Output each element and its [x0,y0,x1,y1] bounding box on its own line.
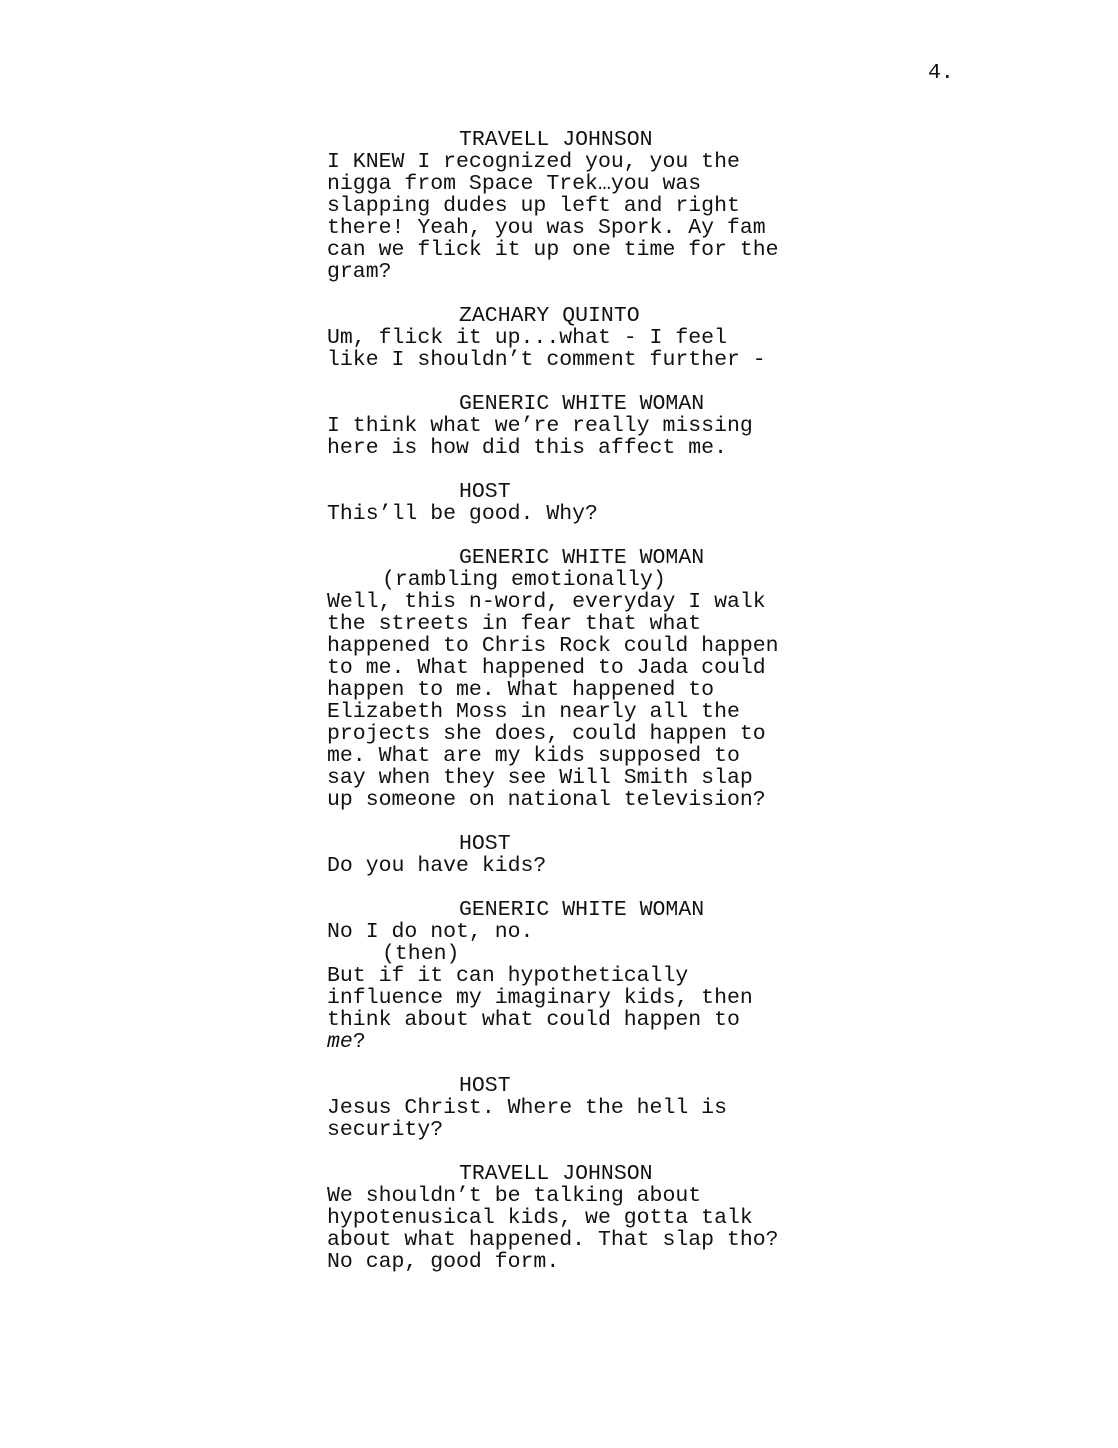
dialogue-block [327,305,807,371]
dialogue-line: Um, flick it up...what - I feel [327,326,727,350]
dialogue-line: Do you have kids? [327,854,547,878]
character-name: ZACHARY QUINTO [459,304,640,328]
parenthetical: (then) [382,942,460,966]
character-name: HOST [459,480,511,504]
dialogue-line: think about what could happen to [327,1008,740,1032]
dialogue-block [327,129,807,283]
dialogue-line: No I do not, no. [327,920,534,944]
dialogue-line: happen to me. What happened to [327,678,715,702]
dialogue-line: projects she does, could happen to [327,722,766,746]
character-name: HOST [459,1074,511,1098]
dialogue-line: here is how did this affect me. [327,436,727,460]
dialogue-line [327,1031,807,1053]
character-name: HOST [459,832,511,856]
character-name: GENERIC WHITE WOMAN [459,546,705,570]
emphasized-word: me [327,1030,353,1054]
dialogue-line: Jesus Christ. Where the hell is [327,1096,727,1120]
screenplay-dialogue [327,129,807,1295]
parenthetical: (rambling emotionally) [382,568,666,592]
dialogue-block [327,1163,807,1273]
dialogue-line: hypotenusical kids, we gotta talk [327,1206,753,1230]
dialogue-block [327,833,807,877]
dialogue-line: can we flick it up one time for the [327,238,779,262]
dialogue-line: nigga from Space Trek…you was [327,172,702,196]
character-name: TRAVELL JOHNSON [459,128,653,152]
dialogue-block [327,899,807,1053]
dialogue-line: influence my imaginary kids, then [327,986,753,1010]
dialogue-line: I KNEW I recognized you, you the [327,150,740,174]
dialogue-line: say when they see Will Smith slap [327,766,753,790]
dialogue-line: Elizabeth Moss in nearly all the [327,700,740,724]
dialogue-line: security? [327,1118,444,1142]
dialogue-line: there! Yeah, you was Spork. Ay fam [327,216,766,240]
dialogue-block [327,547,807,811]
dialogue-line: about what happened. That slap tho? [327,1228,779,1252]
character-name: TRAVELL JOHNSON [459,1162,653,1186]
dialogue-block [327,481,807,525]
character-name: GENERIC WHITE WOMAN [459,898,705,922]
page-number: 4. [928,61,954,85]
dialogue-line: the streets in fear that what [327,612,702,636]
dialogue-line: This’ll be good. Why? [327,502,598,526]
character-name: GENERIC WHITE WOMAN [459,392,705,416]
dialogue-line: I think what we’re really missing [327,414,753,438]
dialogue-line: happened to Chris Rock could happen [327,634,779,658]
dialogue-block [327,1075,807,1141]
dialogue-line: No cap, good form. [327,1250,560,1274]
dialogue-line: to me. What happened to Jada could [327,656,766,680]
dialogue-line: like I shouldn’t comment further - [327,348,766,372]
dialogue-block [327,393,807,459]
dialogue-line: We shouldn’t be talking about [327,1184,702,1208]
line-ending: ? [352,1030,366,1054]
dialogue-line: Well, this n-word, everyday I walk [327,590,766,614]
dialogue-line: slapping dudes up left and right [327,194,740,218]
dialogue-line: up someone on national television? [327,788,766,812]
dialogue-line: me. What are my kids supposed to [327,744,740,768]
dialogue-line: gram? [327,260,392,284]
dialogue-line: But if it can hypothetically [327,964,689,988]
